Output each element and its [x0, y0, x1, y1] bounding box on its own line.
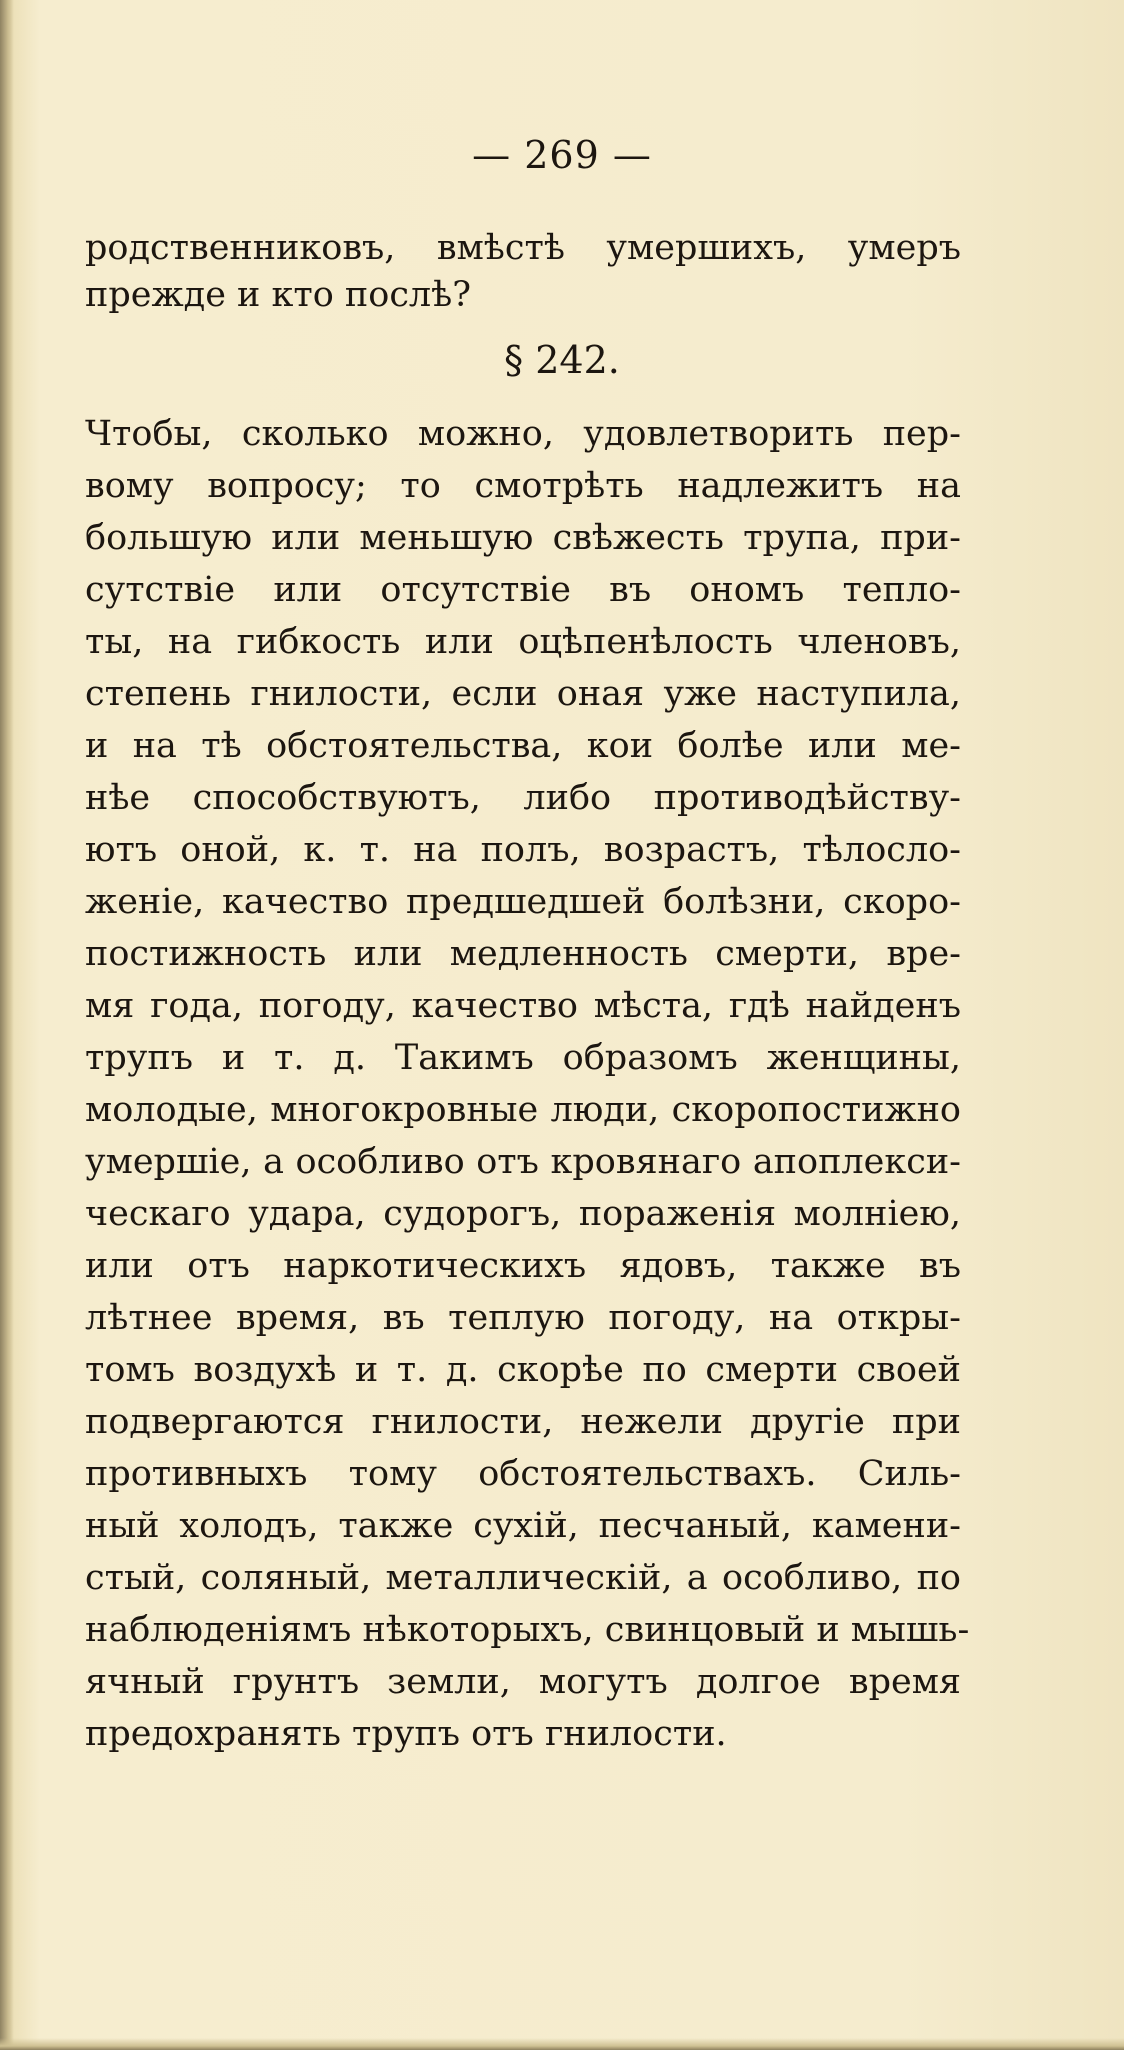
- paragraph-line: ческаго удара, судорогъ, пораженія молніею,: [85, 1194, 961, 1234]
- page-bottom-edge: [0, 2038, 1124, 2050]
- paragraph-line: вому вопросу; то смотрѣть надлежитъ на: [85, 466, 961, 506]
- paragraph-line: противныхъ тому обстоятельствахъ. Силь-: [85, 1454, 961, 1494]
- page-number: — 269 —: [472, 133, 652, 177]
- paragraph-line: лѣтнее время, въ теплую погоду, на откры-: [85, 1298, 961, 1338]
- paragraph-line: или отъ наркотическихъ ядовъ, также въ: [85, 1246, 961, 1286]
- paragraph-line: ты, на гибкость или оцѣпенѣлость членовъ,: [85, 622, 961, 662]
- paragraph-line: молодые, многокровные люди, скоропостижно: [85, 1090, 961, 1130]
- paragraph-line: женіе, качество предшедшей болѣзни, скоро-: [85, 882, 961, 922]
- paragraph-line: Чтобы, сколько можно, удовлетворить пер-: [85, 414, 961, 454]
- continuation-line: прежде и кто послѣ?: [85, 275, 472, 315]
- paragraph-line: предохранять трупъ отъ гнилости.: [85, 1714, 727, 1754]
- paragraph-line: постижность или медленность смерти, вре-: [85, 934, 961, 974]
- paragraph-line: большую или меньшую свѣжесть трупа, при-: [85, 518, 961, 558]
- paragraph-line: трупъ и т. д. Такимъ образомъ женщины,: [85, 1038, 961, 1078]
- paragraph-line: и на тѣ обстоятельства, кои болѣе или ме-: [85, 726, 961, 766]
- paragraph-line: сутствіе или отсутствіе въ ономъ тепло-: [85, 570, 961, 610]
- paragraph-line: ячный грунтъ земли, могутъ долгое время: [85, 1662, 961, 1702]
- paragraph-line: нѣе способствуютъ, либо противодѣйству-: [85, 778, 961, 818]
- section-heading: § 242.: [504, 338, 620, 382]
- paragraph-line: ютъ оной, к. т. на полъ, возрастъ, тѣлосло-: [85, 830, 961, 870]
- paragraph-line: томъ воздухѣ и т. д. скорѣе по смерти своей: [85, 1350, 961, 1390]
- page-binding-shadow: [0, 0, 14, 2050]
- paragraph-line: подвергаются гнилости, нежели другіе при: [85, 1402, 961, 1442]
- paragraph-line: наблюденіямъ нѣкоторыхъ, свинцовый и мышь-: [85, 1610, 970, 1650]
- paragraph-line: стый, соляный, металлическій, а особливо, по: [85, 1558, 961, 1598]
- paragraph-line: ный холодъ, также сухій, песчаный, камени-: [85, 1506, 961, 1546]
- continuation-line: родственниковъ, вмѣстѣ умершихъ, умеръ: [85, 228, 961, 268]
- paragraph-line: мя года, погоду, качество мѣста, гдѣ найденъ: [85, 986, 961, 1026]
- paragraph-line: умершіе, а особливо отъ кровянаго апоплекси-: [85, 1142, 961, 1182]
- paragraph-line: степень гнилости, если оная уже наступила,: [85, 674, 961, 714]
